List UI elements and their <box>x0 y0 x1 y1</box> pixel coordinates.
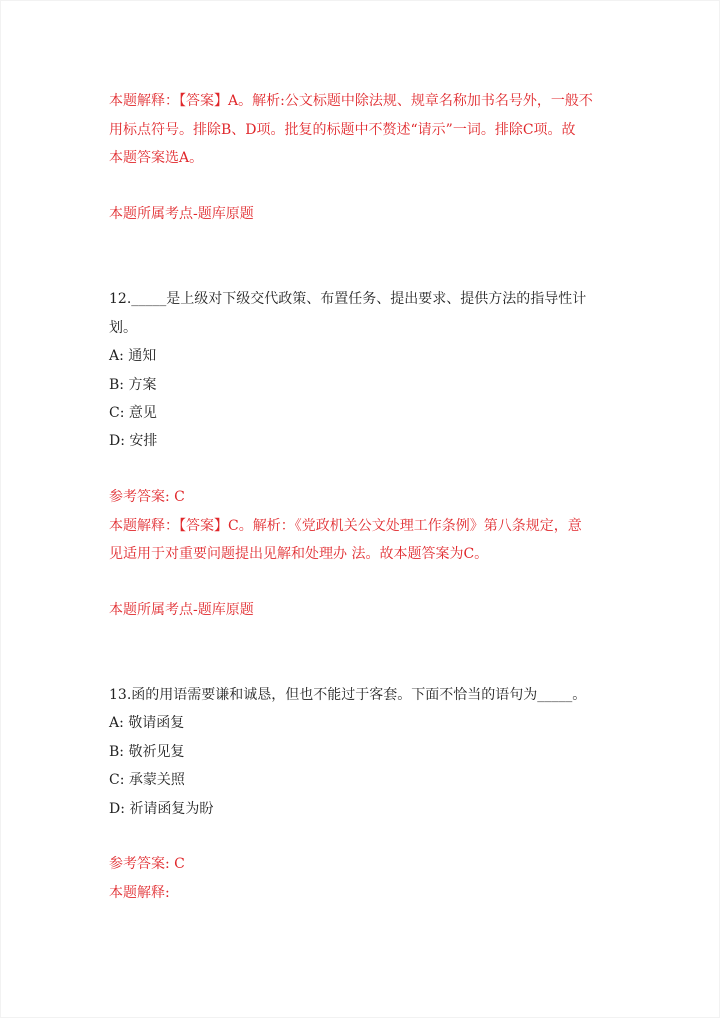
q12-explanation-line-2: 见适用于对重要问题提出见解和处理办 法。故本题答案为C。 <box>109 546 489 562</box>
q13-option-a: A: 敬请函复 <box>109 715 185 731</box>
q12-category: 本题所属考点-题库原题 <box>109 602 254 618</box>
q12-question-line-2: 划。 <box>109 320 137 336</box>
q12-option-d: D: 安排 <box>109 433 158 449</box>
q13-answer: 参考答案: C <box>109 856 185 872</box>
q13-explanation-label: 本题解释: <box>109 885 170 901</box>
q11-explanation-line-1: 本题解释：【答案】A。解析:公文标题中除法规、规章名称加书名号外，一般不 <box>109 93 593 109</box>
q13-option-b: B: 敬祈见复 <box>109 744 185 760</box>
q13-option-c: C: 承蒙关照 <box>109 772 185 788</box>
q11-category: 本题所属考点-题库原题 <box>109 206 254 222</box>
q13-question-line-1: 13.函的用语需要谦和诚恳，但也不能过于客套。下面不恰当的语句为_____。 <box>109 687 587 703</box>
q13-option-d: D: 祈请函复为盼 <box>109 801 214 817</box>
q12-option-c: C: 意见 <box>109 405 157 421</box>
q11-explanation-line-3: 本题答案选A。 <box>109 150 204 166</box>
q11-explanation-line-2: 用标点符号。排除B、D项。批复的标题中不赘述“请示”一词。排除C项。故 <box>109 122 576 138</box>
q12-option-b: B: 方案 <box>109 377 157 393</box>
q12-explanation-line-1: 本题解释：【答案】C。解析：《党政机关公文处理工作条例》第八条规定，意 <box>109 518 582 534</box>
q12-option-a: A: 通知 <box>109 348 157 364</box>
q12-question-line-1: 12._____是上级对下级交代政策、布置任务、提出要求、提供方法的指导性计 <box>109 291 587 307</box>
q12-answer: 参考答案: C <box>109 489 185 505</box>
